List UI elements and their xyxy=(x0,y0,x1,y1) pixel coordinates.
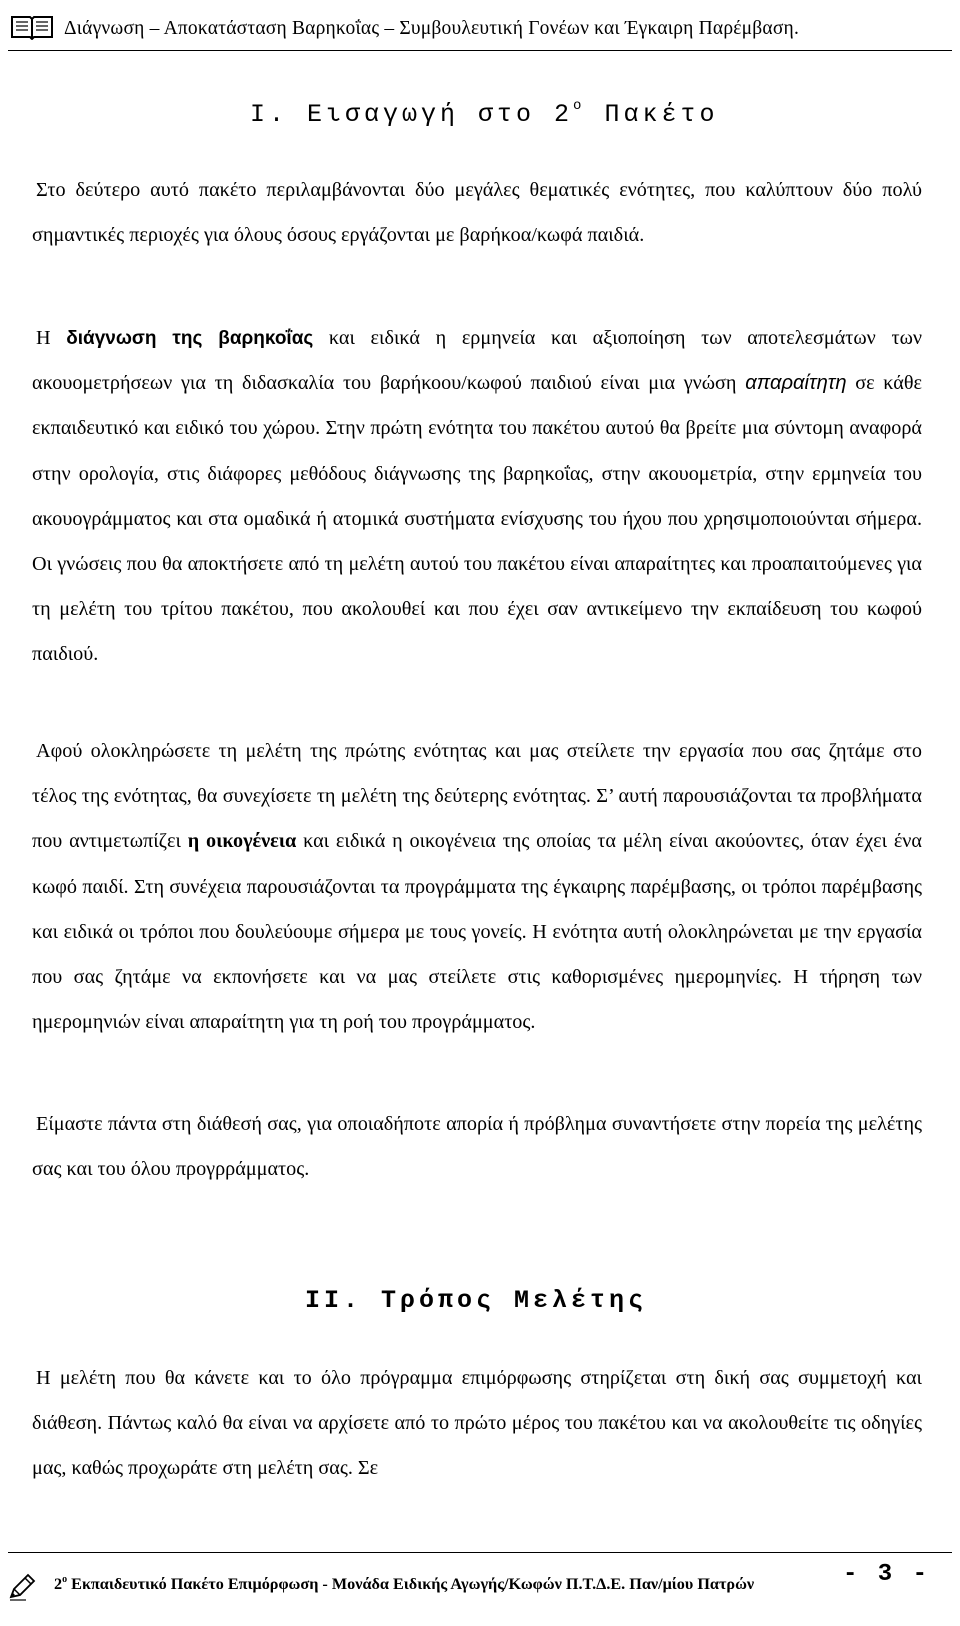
page-header xyxy=(8,10,952,51)
bold-term-family: η οικογένεια xyxy=(187,830,297,853)
heading-superscript: ο xyxy=(573,98,586,114)
intro-paragraph-3 xyxy=(32,729,922,1045)
section-heading-study-method: ΙΙ. Τρόπος Μελέτης xyxy=(305,1286,648,1315)
intro-paragraph-4: Είμαστε πάντα στη διάθεσή σας, για οποιαδήποτε απορία ή πρόβλημα συναντήσετε στην πορεία της μελέτης σας και του όλου προγρράμματος. xyxy=(32,1113,922,1181)
header-title: Διάγνωση – Αποκατάσταση Βαρηκοΐας – Συμβουλευτική Γονέων και Έγκαιρη Παρέμβαση. xyxy=(64,18,800,39)
footer-text-rest: Εκπαιδευτικό Πακέτο Επιμόρφωση - Μονάδα Ειδικής Αγωγής/Κωφών Π.Τ.Δ.Ε. Παν/μίου Πατρών xyxy=(67,1575,755,1593)
heading-text-suffix: Πακέτο xyxy=(585,100,719,129)
paragraph-text: και ειδικά η ερμηνεία και αξιοποίηση των αποτελεσμάτων των ακουομετρήσεων για τη διδασκαλία του βαρήκοου/κωφού παιδιού είναι μια γνώση xyxy=(32,327,922,395)
study-paragraph-1: Η μελέτη που θα κάνετε και το όλο πρόγραμμα επιμόρφωσης στηρίζεται στη δική σας συμμετοχή και διάθεση. Πάντως καλό θα είναι να αρχίσετε από το πρώτο μέρος του πακέτου και να ακολουθείτε τις οδηγίες μας, καθώς προχωράτε στη μελέτη σας. Σε xyxy=(32,1367,922,1480)
footer-superscript: ο xyxy=(62,1574,68,1585)
pencil-writing-icon xyxy=(8,1573,36,1601)
paragraph-text: Η xyxy=(36,327,67,349)
intro-paragraph-1: Στο δεύτερο αυτό πακέτο περιλαμβάνονται δύο μεγάλες θεματικές ενότητες, που καλύπτουν δύο πολύ σημαντικές περιοχές για όλους όσους εργάζονται με βαρήκοα/κωφά παιδιά. xyxy=(32,179,922,247)
italic-term-necessary: απαραίτητη xyxy=(745,372,847,395)
page-footer xyxy=(8,1552,952,1613)
intro-paragraph-2 xyxy=(32,316,922,678)
bold-term-diagnosis: διάγνωση της βαρηκοΐας xyxy=(66,328,314,349)
paragraph-text: σε κάθε εκπαιδευτικό και ειδικό του χώρου. Στην πρώτη ενότητα του πακέτου αυτού θα βρείτε μια σύντομη αναφορά στην ορολογία, στις διάφορες μεθόδους διάγνωσης της βαρηκοΐας, στην ακουομετρία, στην ερμηνεία του ακουογράμματος και στα ομαδικά ή ατομικά συστήματα ενίσχυσης του ήχου που χρησιμοποιούνται σήμερα. Οι γνώσεις που θα αποκτήσετε από τη μελέτη αυτού του πακέτου είναι απαραίτητες και προαπαιτούμενες για τη μελέτη του τρίτου πακέτου, που ακολουθεί και που έχει σαν αντικείμενο την εκπαίδευση του κωφού παιδιού. xyxy=(32,372,922,666)
footer-text xyxy=(54,1575,754,1594)
paragraph-text: Αφού ολοκληρώσετε τη μελέτη της πρώτης ενότητας και μας στείλετε την εργασία που σας ζητάμε στο τέλος της ενότητας, θα συνεχίσετε τη μελέτη της δεύτερης ενότητας. Σ’ αυτή παρουσιάζονται τα προβλήματα που αντιμετωπίζει xyxy=(32,740,922,853)
page-number: - 3 - xyxy=(842,1561,930,1588)
open-book-icon xyxy=(10,14,54,40)
footer-number: 2 xyxy=(54,1575,63,1593)
paragraph-text: και ειδικά η οικογένεια της οποίας τα μέλη είναι ακούοντες, όταν έχει ένα κωφό παιδί. Στη συνέχεια παρουσιάζονται τα προγράμματα της έγκαιρης παρέμβασης, οι τρόποι παρέμβασης και ειδικά οι τρόποι που δουλεύουμε σήμερα με τους γονείς. Η ενότητα αυτή ολοκληρώνεται με την εργασία που σας ζητάμε να εκπονήσετε και να μας στείλετε στις καθορισμένες ημερομηνίες. Η τήρηση των ημερομηνιών είναι απαραίτητη για τη ροή του προγράμματος. xyxy=(32,830,922,1034)
section-heading-introduction xyxy=(250,100,718,129)
heading-text: Ι. Εισαγωγή στο 2 xyxy=(250,100,574,129)
